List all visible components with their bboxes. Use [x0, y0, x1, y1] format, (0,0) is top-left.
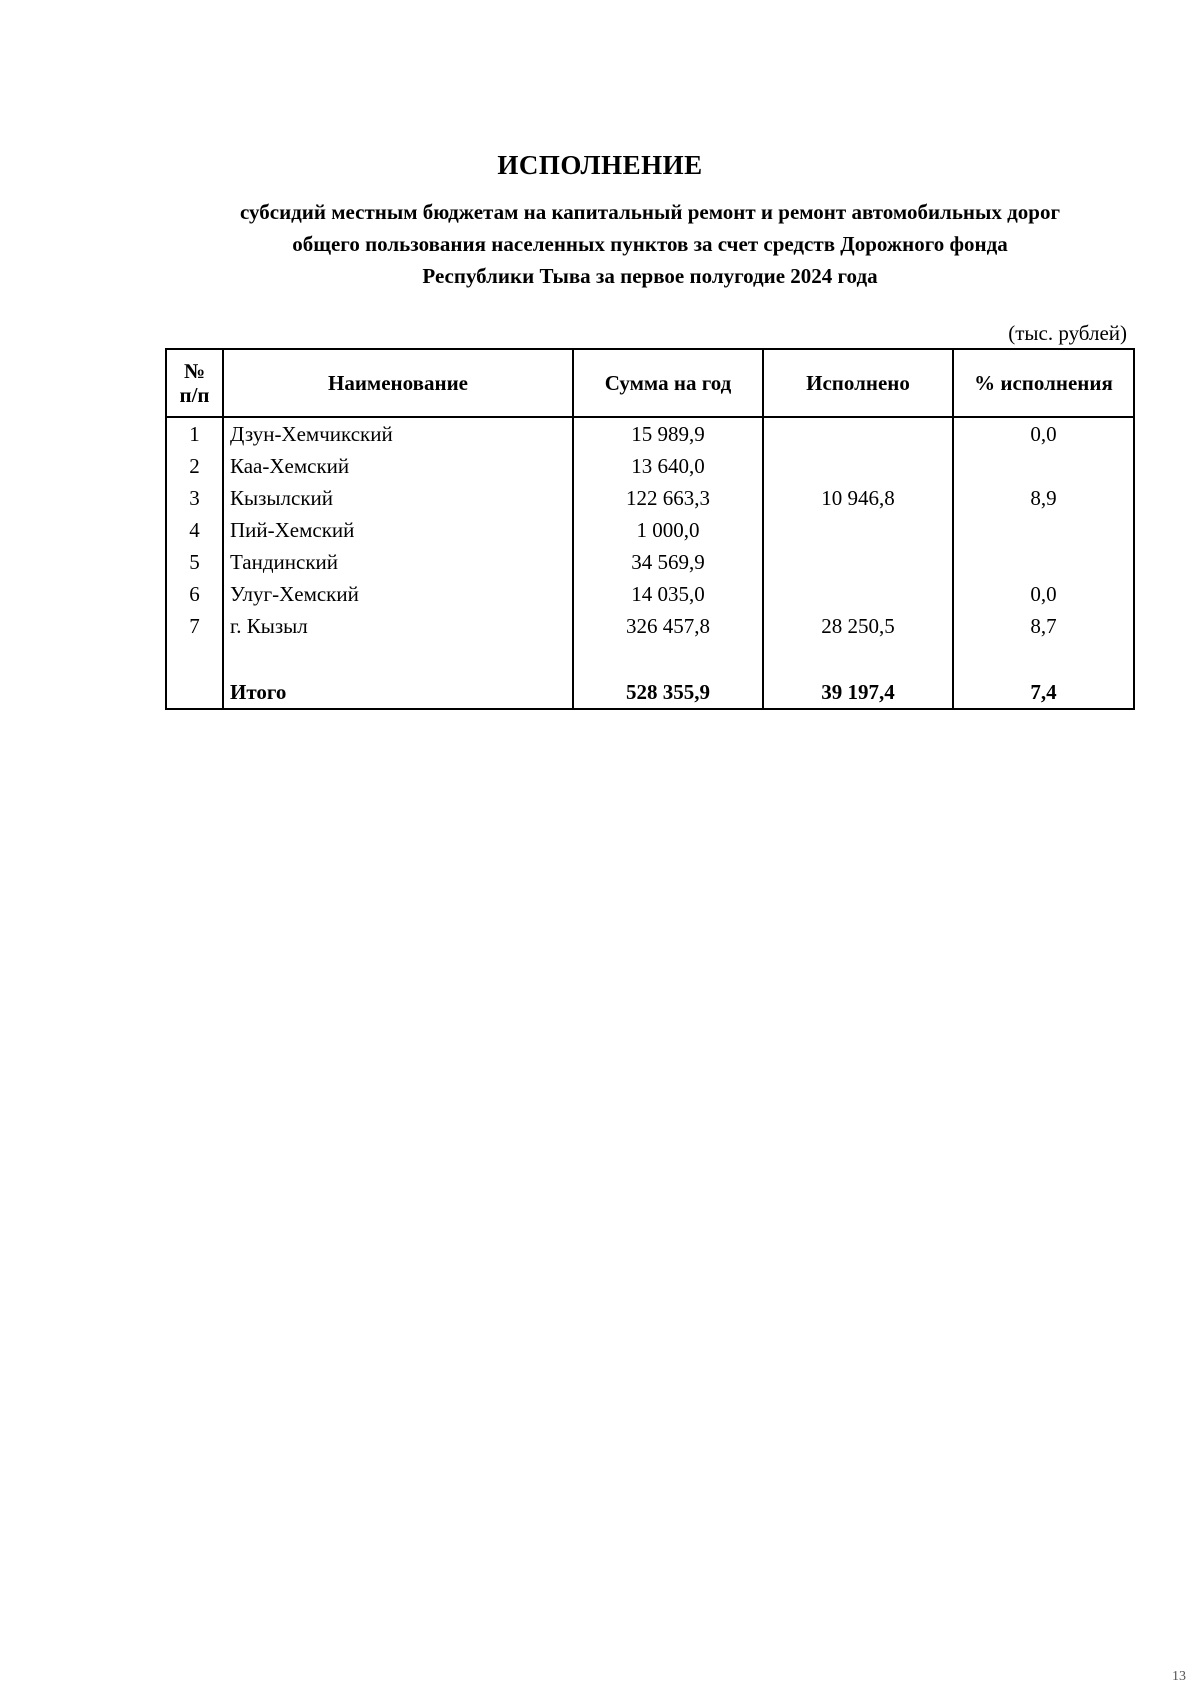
- header-done: Исполнено: [763, 349, 953, 417]
- row-pct: 8,7: [953, 610, 1134, 642]
- total-name: Итого: [223, 676, 573, 709]
- row-num: 6: [166, 578, 223, 610]
- row-name: Пий-Хемский: [223, 514, 573, 546]
- table-row: [166, 450, 1134, 482]
- row-amount: 122 663,3: [573, 482, 763, 514]
- row-pct: [953, 546, 1134, 578]
- row-name: Каа-Хемский: [223, 450, 573, 482]
- table-row: [166, 578, 1134, 610]
- page-corner-mark: 13: [1172, 1669, 1186, 1684]
- subtitle-line: общего пользования населенных пунктов за счет средств Дорожного фонда: [292, 232, 1008, 256]
- header-amount: Сумма на год: [573, 349, 763, 417]
- row-amount: 14 035,0: [573, 578, 763, 610]
- row-num: 5: [166, 546, 223, 578]
- table-row: [166, 610, 1134, 642]
- document-title: ИСПОЛНЕНИЕ: [497, 150, 703, 180]
- spacer-cell: [953, 642, 1134, 676]
- header-name: Наименование: [223, 349, 573, 417]
- row-done: [763, 450, 953, 482]
- row-amount: 1 000,0: [573, 514, 763, 546]
- row-pct: 8,9: [953, 482, 1134, 514]
- row-name: Дзун-Хемчикский: [223, 417, 573, 450]
- spacer-cell: [166, 642, 223, 676]
- row-num: 3: [166, 482, 223, 514]
- units-note: (тыс. рублей): [1008, 321, 1127, 345]
- row-done: 10 946,8: [763, 482, 953, 514]
- row-amount: 34 569,9: [573, 546, 763, 578]
- row-done: 28 250,5: [763, 610, 953, 642]
- document-subtitle: [120, 196, 1180, 292]
- header-num-line2: п/п: [179, 383, 210, 407]
- row-done: [763, 417, 953, 450]
- row-done: [763, 546, 953, 578]
- table-row: [166, 482, 1134, 514]
- table-row: [166, 546, 1134, 578]
- subtitle-line: субсидий местным бюджетам на капитальный ремонт и ремонт автомобильных дорог: [239, 200, 1061, 224]
- table-total-row: [166, 676, 1134, 709]
- row-pct: [953, 514, 1134, 546]
- row-num: 7: [166, 610, 223, 642]
- spacer-cell: [573, 642, 763, 676]
- execution-table: [165, 348, 1135, 710]
- row-num: 2: [166, 450, 223, 482]
- row-pct: [953, 450, 1134, 482]
- table-row: [166, 417, 1134, 450]
- row-amount: 15 989,9: [573, 417, 763, 450]
- table-spacer-row: [166, 642, 1134, 676]
- total-amount: 528 355,9: [573, 676, 763, 709]
- spacer-cell: [763, 642, 953, 676]
- row-name: Тандинский: [223, 546, 573, 578]
- row-pct: 0,0: [953, 417, 1134, 450]
- total-done: 39 197,4: [763, 676, 953, 709]
- header-num: [166, 349, 223, 417]
- header-pct: % исполнения: [953, 349, 1134, 417]
- spacer-cell: [223, 642, 573, 676]
- row-name: Улуг-Хемский: [223, 578, 573, 610]
- row-num: 4: [166, 514, 223, 546]
- total-num: [166, 676, 223, 709]
- table-row: [166, 514, 1134, 546]
- header-num-line1: №: [183, 359, 206, 383]
- row-pct: 0,0: [953, 578, 1134, 610]
- row-num: 1: [166, 417, 223, 450]
- row-amount: 326 457,8: [573, 610, 763, 642]
- row-name: Кызылский: [223, 482, 573, 514]
- row-amount: 13 640,0: [573, 450, 763, 482]
- subtitle-line: Республики Тыва за первое полугодие 2024 года: [422, 264, 878, 288]
- table-header-row: [166, 349, 1134, 417]
- row-done: [763, 578, 953, 610]
- total-pct: 7,4: [953, 676, 1134, 709]
- row-name: г. Кызыл: [223, 610, 573, 642]
- row-done: [763, 514, 953, 546]
